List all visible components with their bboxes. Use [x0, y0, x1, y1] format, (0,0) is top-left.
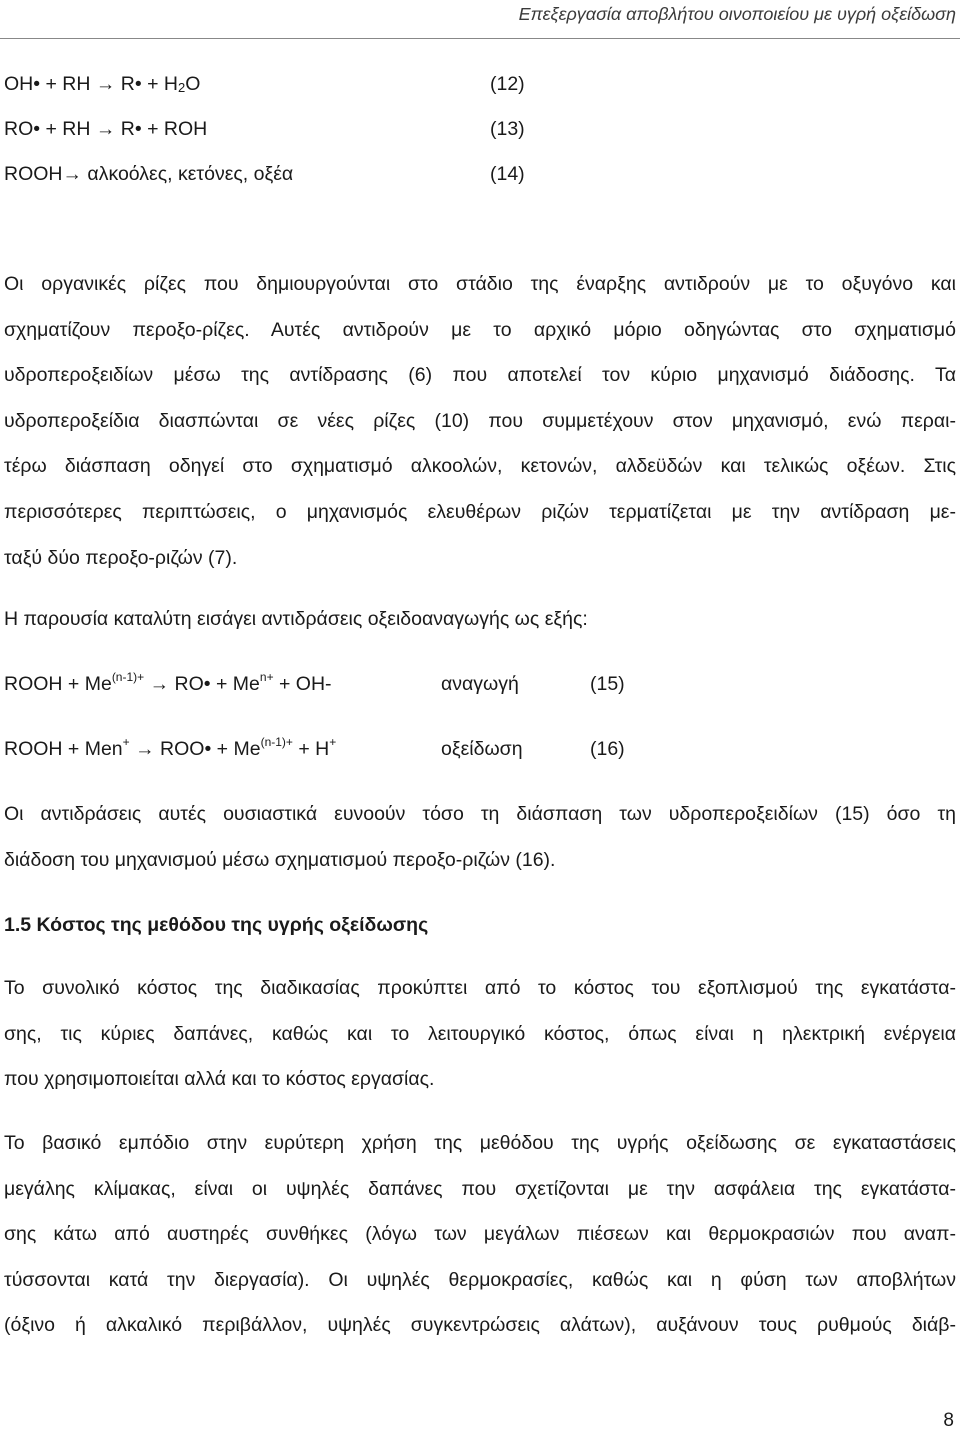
text-line: τέρω διάσπαση οδηγεί στο σχηματισμό αλκοολών, κετονών, αλδεϋδών και τελικώς οξέων. Στις [4, 455, 956, 478]
text-line: ταξύ δύο περοξο-ριζών (7). [4, 546, 238, 569]
paragraph-total-cost [4, 966, 956, 1103]
paragraph-redox-effect [4, 792, 956, 883]
equation-12: OH• + RH → R• + $H_2O$ [4, 73, 201, 95]
equation-12-number: (12) [490, 73, 525, 95]
text-line: υδροπεροξείδια διασπώνται σε νέες ρίζες (10) που συμμετέχουν στον μηχανισμό, ενώ περαι- [4, 409, 956, 432]
equation-16: ROOH + Men+ → ROO• + $Me^{(n-1)+} + H^+$ [4, 735, 337, 760]
header-rule [0, 38, 960, 39]
text-line: σχηματίζουν περοξο-ρίζες. Αυτές αντιδρούν με το αρχικό μόριο οδηγώντας στο σχηματισμό [4, 318, 956, 341]
equation-16-number: (16) [590, 738, 625, 760]
running-header: Επεξεργασία αποβλήτου οινοποιείου με υγρή οξείδωση [518, 4, 956, 24]
text-line: (όξινο ή αλκαλικό περιβάλλον, υψηλές συγκεντρώσεις αλάτων), αυξάνουν τους ρυθμούς διάβ- [4, 1314, 956, 1337]
page-number: 8 [943, 1410, 954, 1431]
paragraph-radicals [4, 262, 956, 581]
equation-15-number: (15) [590, 673, 625, 695]
text-line: Το βασικό εμπόδιο στην ευρύτερη χρήση της μεθόδου της υγρής οξείδωσης σε εγκαταστάσεις [4, 1132, 956, 1154]
equation-15: ROOH + $Me^{(n-1)+}$ → RO• + $Me^{n+} + OH-$ [4, 670, 332, 695]
text-line: μεγάλης κλίμακας, είναι οι υψηλές δαπάνες που σχετίζονται με την ασφάλεια της εγκατάστα- [4, 1177, 956, 1200]
equation-14: ROOH→ αλκοόλες, κετόνες, οξέα [4, 163, 294, 185]
equation-15-type: αναγωγή [441, 673, 519, 695]
equation-13: RO• + RH → R• + ROH [4, 118, 208, 140]
text-line: που χρησιμοποιείται αλλά και το κόστος εργασίας. [4, 1068, 435, 1091]
text-line: σης κάτω από αυστηρές συνθήκες (λόγω των μεγάλων πιέσεων και θερμοκρασιών που αναπ- [4, 1223, 956, 1246]
text-line: Η παρουσία καταλύτη εισάγει αντιδράσεις οξειδοαναγωγής ως εξής: [4, 608, 588, 630]
equation-16-type: οξείδωση [441, 738, 523, 760]
text-line: περισσότερες περιπτώσεις, ο μηχανισμός ελευθέρων ριζών τερματίζεται με την αντίδραση με- [4, 500, 956, 523]
equation-13-number: (13) [490, 118, 525, 140]
paragraph-catalyst [4, 597, 956, 643]
text-line: σης, τις κύριες δαπάνες, καθώς και το λειτουργικό κόστος, όπως είναι η ηλεκτρική ενέργεια [4, 1022, 956, 1045]
section-heading: 1.5 Κόστος της μεθόδου της υγρής οξείδωσης [4, 914, 429, 936]
text-line: διάδοση του μηχανισμού μέσω σχηματισμού περοξο-ριζών (16). [4, 848, 556, 871]
paragraph-obstacles [4, 1121, 956, 1349]
text-line: υδροπεροξειδίων μέσω της αντίδρασης (6) που αποτελεί τον κύριο μηχανισμό διάδοσης. Τα [4, 364, 956, 387]
text-line: τύσσονται κατά την διεργασία). Οι υψηλές θερμοκρασίες, καθώς και η φύση των αποβλήτων [4, 1268, 956, 1291]
text-line: Οι αντιδράσεις αυτές ουσιαστικά ευνοούν τόσο τη διάσπαση των υδροπεροξειδίων (15) όσο τη [4, 803, 956, 825]
text-line: Οι οργανικές ρίζες που δημιουργούνται στο στάδιο της έναρξης αντιδρούν με το οξυγόνο και [4, 273, 956, 295]
equation-14-number: (14) [490, 163, 525, 185]
text-line: Το συνολικό κόστος της διαδικασίας προκύπτει από το κόστος του εξοπλισμού της εγκατάστα- [4, 977, 956, 999]
